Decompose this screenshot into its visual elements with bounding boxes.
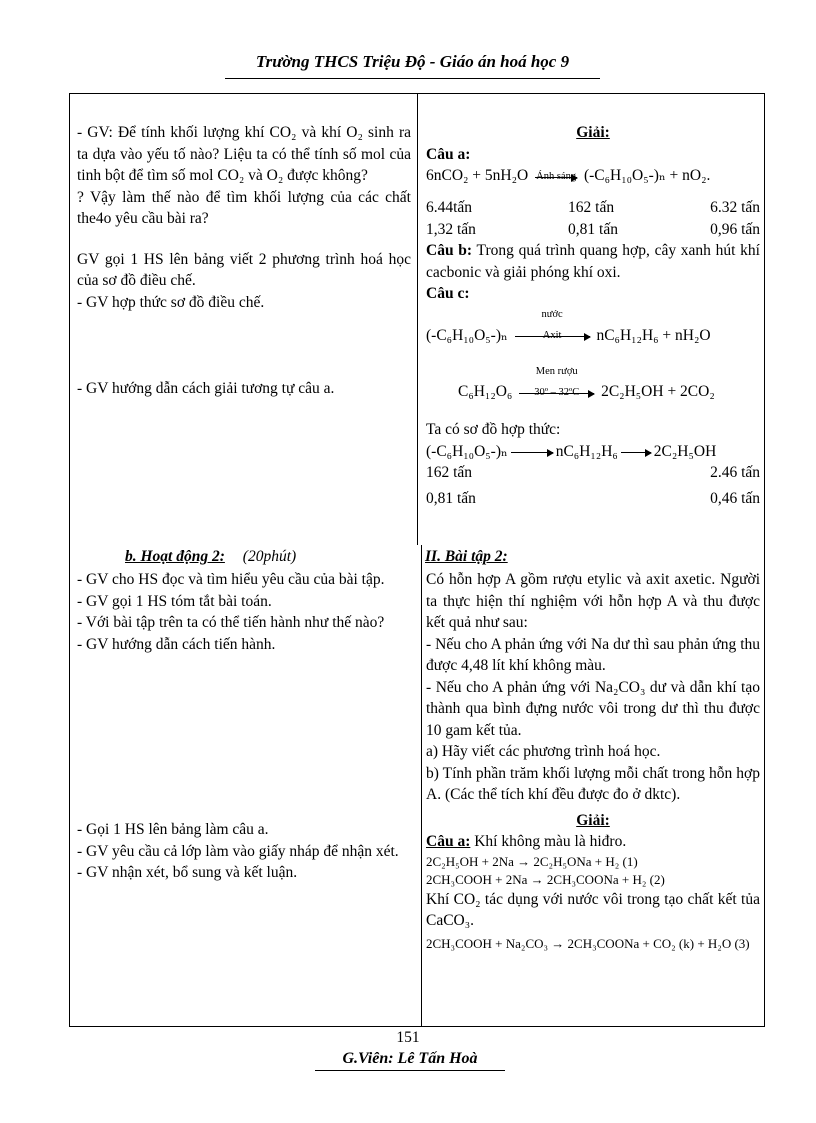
eq3-bottom-label: 30º – 32ºC: [534, 386, 580, 398]
eq1-left: 6nCO₂ + 5nH₂O: [426, 167, 529, 184]
reaction-1: 2C₂H₅OH + 2Na → 2C₂H₅ONa + H₂ (1): [426, 853, 638, 869]
giai-heading: Giải:: [576, 124, 610, 141]
mass-cell: 0,96 tấn: [710, 220, 760, 238]
exercise-para: a) Hãy viết các phương trình hoá học.: [426, 743, 661, 760]
right-column-2: [426, 569, 760, 953]
sodo-b: nC₆H₁₂H₆: [555, 442, 618, 460]
equation-photosynthesis: [426, 165, 760, 187]
left1-para: GV gọi 1 HS lên bảng viết 2 phương trình hoá học của sơ đồ điều chế.: [77, 250, 411, 289]
left-column-1: [77, 122, 411, 400]
mass-cell: 0,81 tấn: [568, 220, 618, 238]
left1-para: - GV hướng dẫn cách giải tương tự câu a.: [77, 380, 335, 397]
lesson-table: [69, 93, 765, 1027]
sodo-a: (-C₆H₁₀O₅-)ₙ: [426, 442, 508, 460]
left2-para: - GV nhận xét, bổ sung và kết luận.: [77, 864, 298, 881]
equation-fermentation: [426, 365, 760, 403]
exercise-para: - Nếu cho A phản ứng với Na dư thì sau phản ứng thu được 4,48 lít khí không màu.: [426, 635, 760, 674]
left-column-2b: [77, 819, 413, 884]
left1-para: ? Vậy làm thế nào để tìm khối lượng của các chất the4o yêu cầu bài ra?: [77, 188, 411, 227]
eq1-label: Ánh sáng: [536, 170, 577, 182]
mass-cell: 0,46 tấn: [710, 489, 760, 507]
activity-2-heading: [125, 548, 296, 566]
mass-row-2: [426, 219, 760, 241]
exercise-para: Có hỗn hợp A gồm rượu etylic và axit axetic. Người ta thực hiện thí nghiệm với hỗn hợp A và thu được kết quả như sau:: [426, 571, 760, 631]
reaction-3: 2CH₃COOH + Na₂CO₃ → 2CH₃COONa + CO₂ (k) + H₂O (3): [426, 935, 750, 951]
cau-a-2-label: Câu a:: [426, 833, 471, 850]
left-column-2a: [77, 569, 413, 655]
left1-para: - GV hợp thức sơ đồ điều chế.: [77, 293, 265, 311]
mass-row-4: [426, 488, 760, 510]
eq2-bottom-label: Axit: [542, 330, 562, 342]
eq2-arrow: [512, 309, 593, 347]
cau-b-paragraph: [426, 240, 760, 283]
footer-teacher: G.Viên: Lê Tấn Hoà: [315, 1050, 505, 1071]
activity-2-time: (20phút): [242, 548, 297, 565]
reaction-2: 2CH₃COOH + 2Na → 2CH₃COONa + H₂ (2): [426, 871, 665, 887]
activity-2-title: b. Hoạt động 2:: [125, 548, 225, 565]
eq3-arrow: [516, 365, 597, 404]
eq1-right: (-C₆H₁₀O₅-)ₙ + nO₂.: [583, 167, 711, 184]
giai-heading-2: Giải:: [576, 811, 610, 829]
left2-para: - GV yêu cầu cả lớp làm vào giấy nháp để nhận xét.: [77, 842, 399, 860]
cau-c-label: Câu c:: [426, 285, 470, 303]
sodo-c: 2C₂H₅OH: [653, 442, 717, 460]
cau-a-2: [426, 831, 760, 853]
eq3-left: C₆H₁₂O₆: [458, 382, 513, 400]
exercise-para: Khí CO₂ tác dụng với nước vôi trong tạo chất kết tủa CaCO₃.: [426, 890, 760, 929]
left1-para: - GV: Để tính khối lượng khí CO₂ và khí O₂ sinh ra ta dựa vào yếu tố nào? Liệu ta có thể tính số mol của tinh bột để tìm số mol CO₂ và O₂ được không?: [77, 124, 411, 184]
cau-b-label: Câu b:: [426, 242, 473, 260]
cau-b-text: Trong quá trình quang hợp, cây xanh hút khí cacbonic và giải phóng khí oxi.: [426, 242, 760, 281]
column-divider-bottom: [421, 545, 422, 1026]
sodo-title: Ta có sơ đồ hợp thức:: [426, 421, 561, 439]
exercise-2-heading: II. Bài tập 2:: [425, 548, 508, 565]
sodo-scheme: [426, 441, 760, 463]
equation-hydrolysis: [426, 309, 760, 347]
mass-cell: 162 tấn: [568, 199, 615, 217]
cau-a-label: Câu a:: [426, 145, 471, 163]
mass-row-1: [426, 197, 760, 219]
left2-para: - GV gọi 1 HS tóm tắt bài toán.: [77, 592, 272, 610]
left2-para: - GV hướng dẫn cách tiến hành.: [77, 635, 276, 653]
eq1-arrow: [532, 166, 580, 188]
cau-a-2-text: Khí không màu là hiđro.: [470, 833, 627, 850]
eq3-right: 2C₂H₅OH + 2CO₂: [601, 382, 715, 400]
exercise-para: b) Tính phần trăm khối lượng mỗi chất trong hỗn hợp A. (Các thể tích khí đều được đo ở dktc).: [426, 764, 760, 803]
exercise-para: - Nếu cho A phản ứng với Na₂CO₃ dư và dẫn khí tạo thành qua bình đựng nước vôi trong dư thì thu được 10 gam kết tủa.: [426, 678, 760, 739]
left2-para: - Với bài tập trên ta có thể tiến hành như thế nào?: [77, 614, 385, 631]
mass-row-3: [426, 462, 760, 484]
page-header: Trường THCS Triệu Độ - Giáo án hoá học 9: [225, 52, 600, 79]
left2-para: - GV cho HS đọc và tìm hiểu yêu cầu của bài tập.: [77, 571, 385, 588]
mass-cell: 6.44tấn: [426, 199, 473, 217]
left2-para: - Gọi 1 HS lên bảng làm câu a.: [77, 821, 269, 838]
eq3-top-label: Men rượu: [535, 365, 578, 377]
mass-cell: 6.32 tấn: [710, 199, 760, 217]
eq2-right: nC₆H₁₂H₆ + nH₂O: [596, 326, 711, 344]
mass-cell: 1,32 tấn: [426, 220, 476, 238]
eq2-top-label: nước: [541, 309, 563, 321]
right-column-1: [426, 122, 760, 509]
column-divider-top: [417, 94, 418, 545]
eq2-left: (-C₆H₁₀O₅-)ₙ: [426, 326, 508, 344]
page-number: 151: [396, 1029, 420, 1046]
mass-cell: 0,81 tấn: [426, 489, 476, 507]
mass-cell: 162 tấn: [426, 464, 473, 482]
mass-cell: 2.46 tấn: [710, 464, 760, 482]
